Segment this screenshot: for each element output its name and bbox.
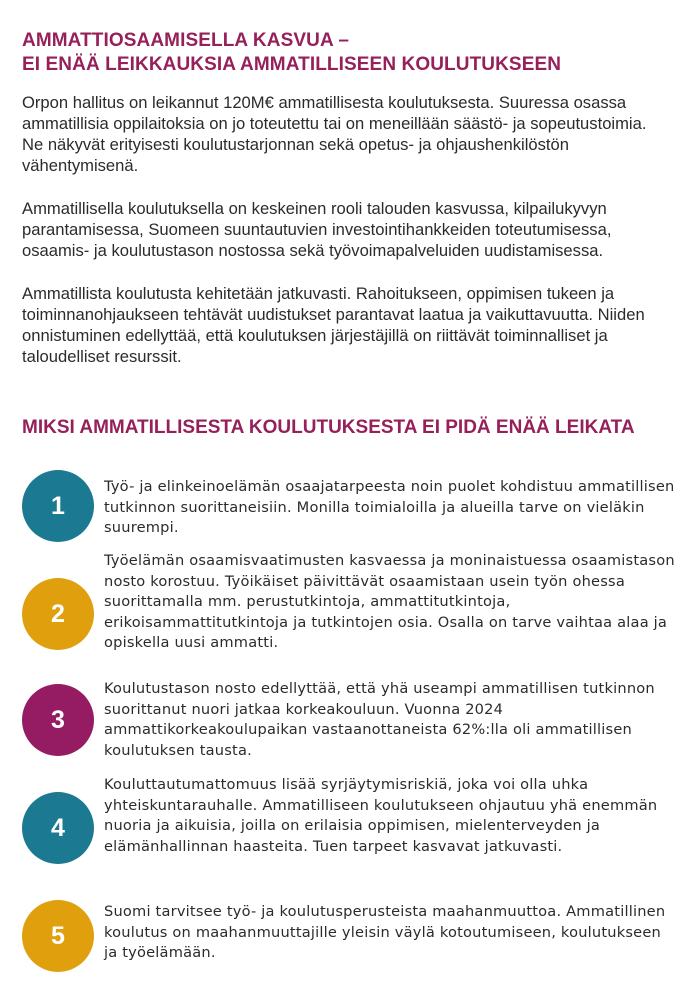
reason-text-4: Kouluttautumattomuus lisää syrjäytymisriskiä, joka voi olla uhka yhteiskuntarauhalle. Ammatilliseen koulutukseen ohjautuu yhä enemmän nuoria ja aikuisia, joilla on erilaisia oppimisen, mielenterveyden ja elämänhallinnan haasteita. Tuen tarpeet kasvavat jatkuvasti.	[104, 776, 658, 855]
page-title-line-1: AMMATTIOSAAMISELLA KASVUA –	[22, 30, 350, 51]
reason-text-1: Työ- ja elinkeinoelämän osaajatarpeesta noin puolet kohdistuu ammatillisen tutkinnon suorittaneisiin. Monilla toimialoilla ja alueilla tarve on vieläkin suurempi.	[104, 478, 675, 536]
number-badge-2: 2	[22, 578, 94, 650]
reason-text-3: Koulutustason nosto edellyttää, että yhä useampi ammatillisen tutkinnon suorittanut nuori jatkaa korkeakouluun. Vuonna 2024 ammattikorkeakoulupaikan vastaanottaneista 62%:lla oli ammatillisen koulutuksen tausta.	[104, 680, 655, 759]
intro-paragraph-3: Ammatillista koulutusta kehitetään jatkuvasti. Rahoitukseen, oppimisen tukeen ja toiminnanohjaukseen tehtävät uudistukset parantavat laatua ja vaikuttavuutta. Niiden onnistuminen edellyttää, että koulutuksen järjestäjillä on riittävät toiminnalliset ja taloudelliset resurssit.	[22, 284, 645, 366]
intro-paragraph-1: Orpon hallitus on leikannut 120M€ ammatillisesta koulutuksesta. Suuressa osassa ammatillisia oppilaitoksia on jo toteutettu tai on meneillään säästö- ja sopeutustoimia. Ne näkyvät erityisesti koulutustarjonnan sekä opetus- ja ohjaushenkilöstön vähentymisenä.	[22, 93, 647, 175]
reason-text-2: Työelämän osaamisvaatimusten kasvaessa ja moninaistuessa osaamistason nosto korostuu. Työikäiset päivittävät osaamistaan usein työn ohessa suorittamalla mm. perustutkintoja, ammattitutkintoja, erikoisammattitutkintoja ja tutkintojen osia. Osalla on tarve vaihtaa alaa ja opiskella uusi ammatti.	[104, 552, 675, 651]
reasons-section-title: MIKSI AMMATILLISESTA KOULUTUKSESTA EI PIDÄ ENÄÄ LEIKATA	[22, 417, 635, 438]
number-badge-5: 5	[22, 900, 94, 972]
intro-paragraph-2: Ammatillisella koulutuksella on keskeinen rooli talouden kasvussa, kilpailukyvyn parantamisessa, Suomeen suuntautuvien investointihankkeiden toteutumisessa, osaamis- ja koulutustason nostossa sekä työvoimapalveluiden uudistamisessa.	[22, 199, 612, 260]
page-title-line-2: EI ENÄÄ LEIKKAUKSIA AMMATILLISEEN KOULUTUKSEEN	[22, 54, 562, 75]
page-title	[22, 29, 672, 77]
reason-text-5: Suomi tarvitsee työ- ja koulutusperusteista maahanmuuttoa. Ammatillinen koulutus on maahanmuuttajille yleisin väylä kotoutumiseen, koulutukseen ja työelämään.	[104, 903, 666, 961]
number-badge-3: 3	[22, 684, 94, 756]
intro-section	[22, 92, 662, 389]
number-badge-4: 4	[22, 792, 94, 864]
number-badge-1: 1	[22, 470, 94, 542]
